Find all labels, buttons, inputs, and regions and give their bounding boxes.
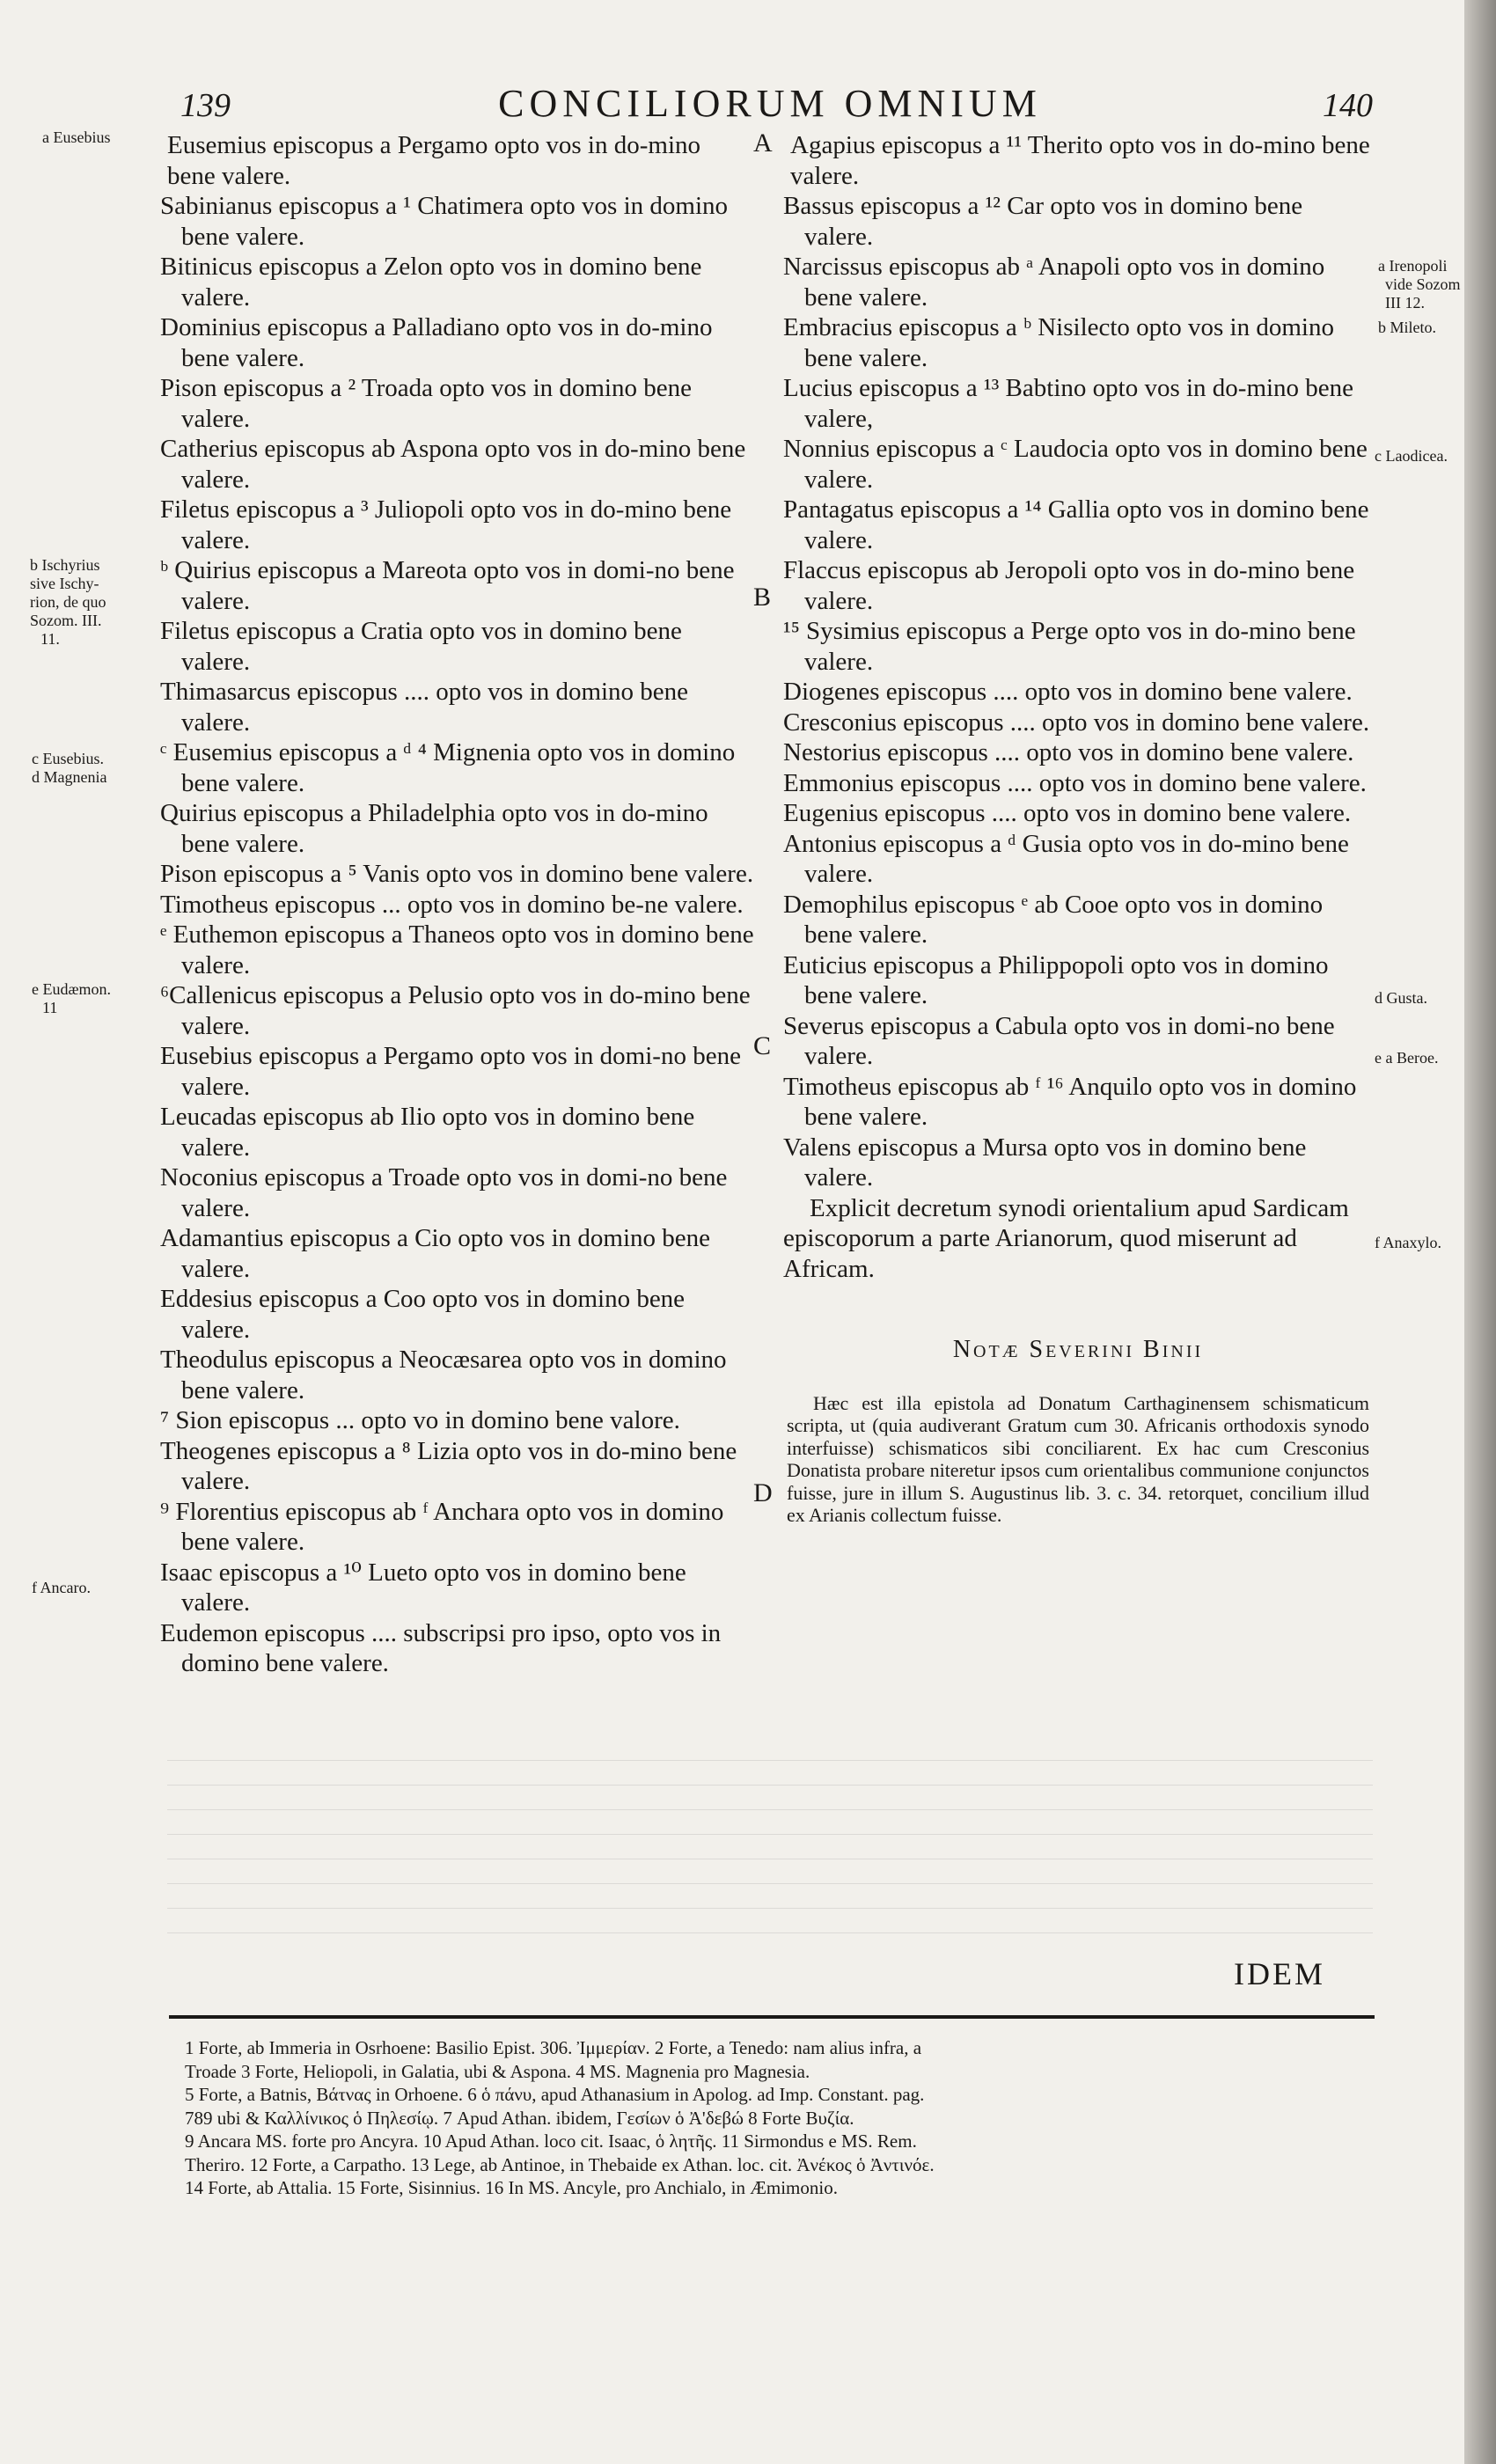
- margin-note: 11.: [40, 630, 60, 648]
- bleed-through-texture: [167, 1760, 1373, 1954]
- subscription-entry: Bitinicus episcopus a Zelon opto vos in domino bene valere.: [160, 253, 702, 312]
- subscription-entry: Thimasarcus episcopus .... opto vos in domino bene valere.: [160, 678, 689, 737]
- subscription-entry: Pison episcopus a ² Troada opto vos in domino bene valere.: [160, 374, 692, 433]
- margin-note: d Magnenia: [32, 768, 107, 786]
- left-column: [160, 130, 754, 1679]
- section-letter: C: [753, 1031, 772, 1060]
- section-letter: B: [753, 583, 772, 612]
- running-header: [167, 81, 1373, 134]
- subscription-entry: Valens episcopus a Mursa opto vos in domino bene valere.: [783, 1133, 1307, 1192]
- subscription-entry: Noconius episcopus a Troade opto vos in domi-no bene valere.: [160, 1163, 728, 1222]
- footnote-line: 789 ubi & Καλλίνικος ὁ Πηλεσίῳ. 7 Apud Athan. ibidem, Γεσίων ὁ Ἀ'δεβώ 8 Forte Βυζία.: [185, 2107, 854, 2129]
- margin-note: Sozom. III.: [30, 612, 102, 629]
- subscription-entry: Eugenius episcopus .... opto vos in domino bene valere.: [783, 799, 1352, 827]
- margin-note: rion, de quo: [30, 593, 106, 611]
- subscription-entry: ᵇ Quirius episcopus a Mareota opto vos in domi-no bene valere.: [160, 556, 735, 615]
- notes-paragraph: Hæc est illa epistola ad Donatum Carthaginensem schismaticum scripta, ut (quia audiverant Gratum cum 30. Africanis orthodoxis synodo interfuisse) schismaticos sibi conciliarent. Ex hac cum Cresconius Donatista probare niteretur ipsos cum orientalibus communione conjunctos fuisse, jure in illum S. Augustinus lib. 3. c. 34. retorquet, concilium illud ex Arianis collectum fuisse.: [787, 1391, 1369, 1526]
- running-title: CONCILIORUM OMNIUM: [498, 82, 1042, 125]
- margin-note: f Ancaro.: [32, 1579, 91, 1596]
- margin-note: a Irenopoli: [1378, 257, 1448, 275]
- subscription-entry: Embracius episcopus a ᵇ Nisilecto opto vos in domino bene valere.: [783, 313, 1334, 372]
- subscription-entry: Sabinianus episcopus a ¹ Chatimera opto vos in domino bene valere.: [160, 192, 729, 251]
- subscription-entry: Isaac episcopus a ¹⁰ Lueto opto vos in domino bene valere.: [160, 1558, 686, 1617]
- subscription-entry: ⁶Callenicus episcopus a Pelusio opto vos in do-mino bene valere.: [160, 981, 751, 1040]
- subscription-entry: Emmonius episcopus .... opto vos in domino bene valere.: [783, 768, 1367, 797]
- right-column: [783, 130, 1373, 1527]
- subscription-entry: Flaccus episcopus ab Jeropoli opto vos in do-mino bene valere.: [783, 556, 1355, 615]
- subscription-entry: ⁹ Florentius episcopus ab ᶠ Anchara opto vos in domino bene valere.: [160, 1497, 724, 1556]
- subscription-entry: Pantagatus episcopus a ¹⁴ Gallia opto vos in domino bene valere.: [783, 495, 1369, 554]
- margin-note: c Laodicea.: [1375, 447, 1448, 465]
- subscription-entry: Quirius episcopus a Philadelphia opto vos in do-mino bene valere.: [160, 799, 708, 858]
- subscription-entry: Leucadas episcopus ab Ilio opto vos in domino bene valere.: [160, 1103, 695, 1162]
- explicit-paragraph: Explicit decretum synodi orientalium apud Sardicam episcoporum a parte Arianorum, quod miserunt ad Africam.: [783, 1193, 1349, 1283]
- page-edge-shadow: [1464, 0, 1496, 2464]
- margin-note: a Eusebius: [42, 128, 111, 146]
- margin-note: f Anaxylo.: [1375, 1234, 1441, 1251]
- subscription-entry: Diogenes episcopus .... opto vos in domino bene valere.: [783, 678, 1353, 706]
- footnote-line: 9 Ancara MS. forte pro Ancyra. 10 Apud Athan. loco cit. Isaac, ὁ λητῆς. 11 Sirmondus e MS. Rem.: [185, 2130, 917, 2152]
- margin-note: b Mileto.: [1378, 319, 1436, 336]
- subscription-entry: Severus episcopus a Cabula opto vos in domi-no bene valere.: [783, 1011, 1335, 1070]
- footnote-line: 14 Forte, ab Attalia. 15 Forte, Sisinnius. 16 In MS. Ancyle, pro Anchialo, in Æmimonio.: [185, 2177, 838, 2198]
- subscription-entry: Demophilus episcopus ᵉ ab Cooe opto vos in domino bene valere.: [783, 890, 1324, 949]
- page-number-right: 140: [1323, 87, 1373, 124]
- subscription-entry: Lucius episcopus a ¹³ Babtino opto vos in do-mino bene valere,: [783, 374, 1354, 433]
- margin-note: c Eusebius.: [32, 750, 104, 767]
- subscription-entry: Eusemius episcopus a Pergamo opto vos in do-mino bene valere.: [167, 131, 700, 190]
- margin-note: b Ischyrius: [30, 556, 100, 574]
- footnotes: [185, 2036, 1382, 2200]
- subscription-entry: Timotheus episcopus ... opto vos in domino be-ne valere.: [160, 890, 744, 919]
- subscription-entry: ᶜ Eusemius episcopus a ᵈ ⁴ Mignenia opto vos in domino bene valere.: [160, 738, 736, 797]
- subscription-entry: Pison episcopus a ⁵ Vanis opto vos in domino bene valere.: [160, 860, 754, 888]
- subscription-entry: Bassus episcopus a ¹² Car opto vos in domino bene valere.: [783, 192, 1303, 251]
- margin-note: e Eudæmon.: [32, 980, 111, 998]
- subscription-entry: Theogenes episcopus a ⁸ Lizia opto vos in do-mino bene valere.: [160, 1436, 737, 1495]
- subscription-entry: Agapius episcopus a ¹¹ Therito opto vos in do-mino bene valere.: [790, 131, 1370, 190]
- footnote-line: 1 Forte, ab Immeria in Osrhoene: Basilio Epist. 306. Ἰμμερίαν. 2 Forte, a Tenedo: nam alius infra, a: [185, 2037, 922, 2058]
- page-number-left: 139: [180, 87, 231, 124]
- footnote-line: Troade 3 Forte, Heliopoli, in Galatia, ubi & Aspona. 4 MS. Magnenia pro Magnesia.: [185, 2060, 810, 2082]
- subscription-entry: ⁷ Sion episcopus ... opto vo in domino bene valore.: [160, 1406, 680, 1434]
- margin-note: e a Beroe.: [1375, 1049, 1439, 1067]
- subscription-entry: Eddesius episcopus a Coo opto vos in domino bene valere.: [160, 1285, 686, 1344]
- subscription-entry: Timotheus episcopus ab ᶠ ¹⁶ Anquilo opto vos in domino bene valere.: [783, 1072, 1357, 1131]
- subscription-entry: Adamantius episcopus a Cio opto vos in domino bene valere.: [160, 1224, 711, 1283]
- margin-note: sive Ischy-: [30, 575, 99, 592]
- subscription-entry: Nonnius episcopus a ᶜ Laudocia opto vos in domino bene valere.: [783, 435, 1368, 494]
- margin-note: III 12.: [1385, 294, 1425, 312]
- section-letter: A: [753, 128, 773, 158]
- subscription-entry: Narcissus episcopus ab ᵃ Anapoli opto vos in domino bene valere.: [783, 253, 1325, 312]
- subscription-entry: Catherius episcopus ab Aspona opto vos in do-mino bene valere.: [160, 435, 746, 494]
- subscription-entry: Eusebius episcopus a Pergamo opto vos in domi-no bene valere.: [160, 1042, 741, 1101]
- subscription-entry: Dominius episcopus a Palladiano opto vos in do-mino bene valere.: [160, 313, 713, 372]
- notes-heading: Notæ Severini Binii: [952, 1336, 1204, 1363]
- subscription-entry: ¹⁵ Sysimius episcopus a Perge opto vos in do-mino bene valere.: [783, 617, 1356, 676]
- footnote-line: Theriro. 12 Forte, a Carpatho. 13 Lege, ab Antinoe, in Thebaide ex Athan. loc. cit. Ἀνέκος ὁ Ἀντινόε.: [185, 2153, 935, 2175]
- subscription-entry: ᵉ Euthemon episcopus a Thaneos opto vos in domino bene valere.: [160, 920, 754, 979]
- catchword: IDEM: [1234, 1956, 1325, 1991]
- subscription-entry: Cresconius episcopus .... opto vos in domino bene valere.: [783, 708, 1370, 737]
- margin-note: 11: [42, 999, 58, 1016]
- subscription-entry: Filetus episcopus a ³ Juliopoli opto vos in do-mino bene valere.: [160, 495, 732, 554]
- footnote-rule: [169, 2015, 1375, 2019]
- section-letter: D: [753, 1478, 773, 1507]
- margin-note: d Gusta.: [1375, 989, 1427, 1007]
- subscription-entry: Euticius episcopus a Philippopoli opto vos in domino bene valere.: [783, 950, 1329, 1009]
- subscription-entry: Nestorius episcopus .... opto vos in domino bene valere.: [783, 738, 1354, 766]
- subscription-entry: Eudemon episcopus .... subscripsi pro ipso, opto vos in domino bene valere.: [160, 1618, 722, 1677]
- subscription-entry: Theodulus episcopus a Neocæsarea opto vos in domino bene valere.: [160, 1346, 727, 1404]
- subscription-entry: Antonius episcopus a ᵈ Gusia opto vos in do-mino bene valere.: [783, 829, 1349, 888]
- subscription-entry: Filetus episcopus a Cratia opto vos in domino bene valere.: [160, 617, 682, 676]
- footnote-line: 5 Forte, a Batnis, Βάτνας in Orhoene. 6 ὁ πάνυ, apud Athanasium in Apolog. ad Imp. Constant. pag.: [185, 2084, 925, 2105]
- margin-note: vide Sozom: [1385, 275, 1461, 293]
